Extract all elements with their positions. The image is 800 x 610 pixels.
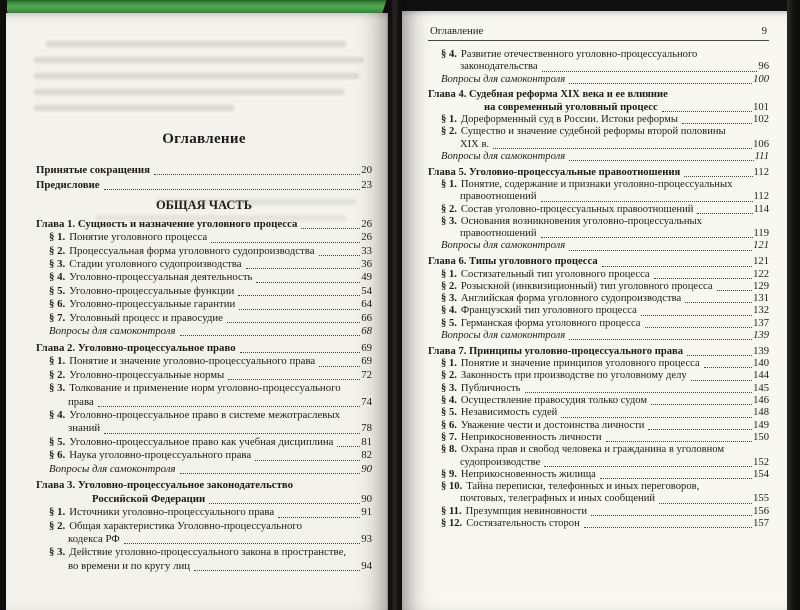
toc-entry <box>36 409 372 436</box>
section-number: § 6. <box>49 449 66 462</box>
toc-entry <box>36 164 372 177</box>
entry-page-number: 122 <box>753 268 769 280</box>
section-number: § 5. <box>49 435 66 448</box>
dot-leader <box>659 503 752 504</box>
entry-page-number: 121 <box>753 240 769 252</box>
toc-entry <box>428 204 769 216</box>
entry-text: Независимость судей <box>460 407 558 419</box>
section-number: § 8. <box>441 444 457 456</box>
toc-entry <box>428 281 769 293</box>
dot-leader <box>194 570 360 571</box>
toc-entry <box>36 506 372 519</box>
section-number: § 4. <box>49 271 66 284</box>
toc-entry <box>36 436 372 449</box>
section-number: § 1. <box>49 231 66 244</box>
entry-text: судопроизводстве <box>460 456 541 468</box>
entry-text: Уголовно-процессуальное право как учебная дисциплина <box>69 435 334 448</box>
toc-entry <box>428 383 769 395</box>
entry-page-number: 111 <box>754 150 769 162</box>
dot-leader <box>541 201 753 202</box>
bleed-through-line <box>34 73 359 79</box>
entry-page-number: 69 <box>361 341 372 354</box>
entry-page-number: 36 <box>361 257 372 270</box>
toc-entry <box>36 271 372 284</box>
section-number: § 1. <box>441 268 457 280</box>
dot-leader <box>180 335 361 336</box>
entry-page-number: 132 <box>753 305 769 317</box>
entry-text: Законность при производстве по уголовному делу <box>460 370 687 382</box>
entry-page-number: 91 <box>361 506 372 519</box>
entry-text: Глава 7. Принципы уголовно-процессуального права <box>428 345 684 357</box>
entry-page-number: 150 <box>753 431 769 443</box>
dot-leader <box>246 268 361 269</box>
section-number: § 3. <box>49 546 66 559</box>
entry-text: правоотношений <box>460 191 537 203</box>
entry-text: Российской Федерации <box>92 492 206 505</box>
entry-page-number: 100 <box>753 73 769 85</box>
entry-page-number: 106 <box>753 138 769 150</box>
entry-text: Неприкосновенность личности <box>460 431 602 443</box>
entry-text: Толкование и применение норм уголовно-процессуального <box>69 382 341 395</box>
entry-text: Развитие отечественного уголовно-процессуального <box>460 49 698 60</box>
bleed-through-line <box>34 89 344 95</box>
entry-page-number: 72 <box>361 368 372 381</box>
section-number: § 2. <box>49 368 66 381</box>
toc-entry <box>428 216 769 241</box>
entry-text: Глава 5. Уголовно-процессуальные правоотношения <box>428 166 681 178</box>
dot-leader <box>687 355 752 356</box>
toc-left-page <box>36 164 372 573</box>
dot-leader <box>600 478 752 479</box>
toc-entry <box>428 167 769 179</box>
dot-leader <box>602 266 752 267</box>
entry-text: Процессуальная форма уголовного судопроизводства <box>69 244 315 257</box>
entry-page-number: 119 <box>753 228 769 240</box>
toc-entry <box>428 74 769 86</box>
toc-entry <box>36 369 372 382</box>
entry-text: Охрана прав и свобод человека и гражданина в уголовном <box>460 444 725 456</box>
entry-text: правоотношений <box>460 228 537 240</box>
dot-leader <box>98 406 360 407</box>
entry-text: Понятие и значение уголовно-процессуального права <box>69 355 316 368</box>
toc-entry <box>428 506 769 518</box>
entry-page-number: 66 <box>361 311 372 324</box>
entry-text: Осуществление правосудия только судом <box>460 395 648 407</box>
entry-page-number: 69 <box>361 355 372 368</box>
dot-leader <box>682 123 752 124</box>
toc-entry <box>36 312 372 325</box>
dot-leader <box>211 242 360 243</box>
entry-text: знаний <box>68 422 101 435</box>
section-number: § 2. <box>441 203 457 215</box>
section-number: § 4. <box>49 408 66 421</box>
entry-page-number: 74 <box>361 395 372 408</box>
entry-text: Уголовно-процессуальное право в системе межотраслевых <box>69 408 340 421</box>
toc-entry <box>428 469 769 481</box>
entry-page-number: 148 <box>753 407 769 419</box>
entry-text: Источники уголовно-процессуального права <box>69 506 275 519</box>
section-number: § 2. <box>441 370 457 382</box>
toc-entry <box>428 346 769 358</box>
section-number: § 4. <box>441 49 457 60</box>
entry-page-number: 157 <box>753 517 769 529</box>
entry-page-number: 49 <box>361 271 372 284</box>
entry-text: Уголовный процесс и правосудие <box>69 311 223 324</box>
toc-entry <box>428 49 769 74</box>
toc-entry <box>428 256 769 268</box>
toc-entry <box>36 520 372 547</box>
dot-leader <box>319 255 361 256</box>
entry-text: Дореформенный суд в России. Истоки реформы <box>460 113 678 125</box>
section-number: § 10. <box>441 481 463 493</box>
entry-text: Вопросы для самоконтроля <box>441 73 566 85</box>
toc-entry <box>428 126 769 151</box>
toc-title: Оглавление <box>162 131 246 147</box>
entry-text: Германская форма уголовного процесса <box>460 317 641 329</box>
section-number: § 5. <box>441 407 457 419</box>
toc-entry <box>428 269 769 281</box>
dot-leader <box>569 250 752 251</box>
toc-entry <box>36 258 372 271</box>
entry-text: законодательства <box>460 61 538 73</box>
dot-leader <box>493 148 752 149</box>
section-number: § 1. <box>441 113 457 125</box>
toc-entry <box>428 330 769 342</box>
entry-page-number: 33 <box>361 244 372 257</box>
section-number: § 9. <box>441 468 457 480</box>
toc-entry <box>428 518 769 530</box>
dot-leader <box>561 417 752 418</box>
section-number: § 3. <box>441 382 457 394</box>
book-cover-right-edge <box>787 0 800 610</box>
entry-text: Состязательный тип уголовного процесса <box>460 268 650 280</box>
section-number: § 7. <box>49 311 66 324</box>
toc-entry <box>428 151 769 163</box>
dot-leader <box>542 71 758 72</box>
toc-right-page <box>428 49 769 530</box>
dot-leader <box>319 366 360 367</box>
entry-text: Уголовно-процессуальные нормы <box>69 368 225 381</box>
toc-entry <box>36 382 372 409</box>
section-number: § 5. <box>441 317 457 329</box>
entry-text: Глава 2. Уголовно-процессуальное право <box>36 341 236 354</box>
dot-leader <box>569 339 752 340</box>
entry-text: во времени и по кругу лиц <box>68 559 191 572</box>
entry-text: Вопросы для самоконтроля <box>49 462 176 475</box>
toc-entry <box>36 245 372 258</box>
toc-entry <box>428 358 769 370</box>
entry-page-number: 139 <box>753 345 769 357</box>
entry-page-number: 140 <box>753 358 769 370</box>
toc-entry <box>36 179 372 192</box>
dot-leader <box>240 352 361 353</box>
toc-entry <box>428 395 769 407</box>
toc-entry <box>428 432 769 444</box>
dot-leader <box>209 503 360 504</box>
dot-leader <box>584 527 752 528</box>
entry-page-number: 54 <box>361 284 372 297</box>
section-number: § 7. <box>441 431 457 443</box>
entry-page-number: 139 <box>753 330 769 342</box>
entry-page-number: 20 <box>361 164 372 176</box>
entry-text: кодекса РФ <box>68 533 120 546</box>
entry-page-number: 82 <box>361 449 372 462</box>
dot-leader <box>278 517 360 518</box>
dot-leader <box>691 380 752 381</box>
dot-leader <box>301 228 360 229</box>
section-number: § 6. <box>49 298 66 311</box>
entry-text: XIX в. <box>460 138 490 150</box>
section-number: § 1. <box>441 358 457 370</box>
entry-text: Глава 1. Сущность и назначение уголовного процесса <box>36 217 298 230</box>
entry-page-number: 112 <box>753 191 769 203</box>
page-number: 9 <box>761 25 767 37</box>
toc-entry <box>428 114 769 126</box>
entry-page-number: 102 <box>753 113 769 125</box>
entry-page-number: 101 <box>753 101 769 113</box>
dot-leader <box>645 327 753 328</box>
entry-text: Состав уголовно-процессуальных правоотношений <box>460 203 694 215</box>
entry-text: Публичность <box>460 382 521 394</box>
dot-leader <box>648 429 752 430</box>
entry-text: Понятие, содержание и признаки уголовно-процессуальных <box>460 178 733 190</box>
dot-leader <box>697 213 752 214</box>
entry-page-number: 152 <box>753 456 769 468</box>
entry-text: Вопросы для самоконтроля <box>441 330 566 342</box>
entry-text: Глава 4. Судебная реформа XIX века и ее влияние <box>428 89 668 101</box>
toc-entry <box>428 370 769 382</box>
dot-leader <box>228 379 360 380</box>
section-number: § 5. <box>49 284 66 297</box>
entry-text: Уголовно-процессуальные гарантии <box>69 298 236 311</box>
entry-text: на современный уголовный процесс <box>484 101 658 113</box>
entry-text: Глава 3. Уголовно-процессуальное законодательство <box>36 479 294 492</box>
dot-leader <box>239 309 360 310</box>
dot-leader <box>180 473 361 474</box>
bleed-through-line <box>34 105 234 111</box>
dot-leader <box>569 160 754 161</box>
dot-leader <box>654 278 752 279</box>
running-head <box>428 25 769 41</box>
entry-text: Общая характеристика Уголовно-процессуального <box>69 519 302 532</box>
entry-text: Тайна переписки, телефонных и иных переговоров, <box>466 481 700 493</box>
section-number: § 2. <box>441 126 457 138</box>
section-number: § 6. <box>441 419 457 431</box>
dot-leader <box>569 83 752 84</box>
entry-page-number: 26 <box>361 217 372 230</box>
bleed-through-line <box>34 57 364 63</box>
section-number: § 2. <box>441 280 457 292</box>
entry-text: Понятие уголовного процесса <box>69 231 208 244</box>
toc-entry <box>428 420 769 432</box>
entry-page-number: 90 <box>361 492 372 505</box>
entry-text: почтовых, телеграфных и иных сообщений <box>460 493 656 505</box>
toc-entry <box>36 298 372 311</box>
entry-text: Существо и значение судебной реформы второй половины <box>460 126 726 138</box>
entry-page-number: 149 <box>753 419 769 431</box>
toc-entry <box>428 293 769 305</box>
section-number: § 4. <box>441 395 457 407</box>
dot-leader <box>685 302 752 303</box>
entry-page-number: 96 <box>758 61 769 73</box>
entry-page-number: 90 <box>361 462 372 475</box>
entry-page-number: 93 <box>361 533 372 546</box>
entry-text: Предисловие <box>36 178 100 191</box>
entry-page-number: 155 <box>753 493 769 505</box>
entry-text: Уважение чести и достоинства личности <box>460 419 645 431</box>
entry-page-number: 131 <box>753 293 769 305</box>
section-number: § 1. <box>49 355 66 368</box>
section-number: § 11. <box>441 505 462 517</box>
section-number: § 12. <box>441 517 463 529</box>
toc-entry <box>36 285 372 298</box>
part-title: ОБЩАЯ ЧАСТЬ <box>155 198 253 213</box>
entry-text: Действие уголовно-процессуального закона в пространстве, <box>69 546 347 559</box>
bleed-through-line <box>96 215 346 221</box>
running-head-label: Оглавление <box>430 25 484 37</box>
entry-text: Понятие и значение принципов уголовного процесса <box>460 358 700 370</box>
entry-text: Английская форма уголовного судопроизводства <box>460 293 682 305</box>
dot-leader <box>704 367 752 368</box>
toc-entry <box>428 444 769 469</box>
entry-text: Уголовно-процессуальные функции <box>69 284 235 297</box>
entry-text: Глава 6. Типы уголовного процесса <box>428 256 598 268</box>
section-number: § 1. <box>49 506 66 519</box>
dot-leader <box>544 466 752 467</box>
section-number: § 2. <box>49 244 66 257</box>
entry-page-number: 26 <box>361 231 372 244</box>
entry-page-number: 112 <box>753 166 769 178</box>
section-number: § 4. <box>441 305 457 317</box>
section-number: § 3. <box>441 215 457 227</box>
entry-page-number: 81 <box>361 435 372 448</box>
dot-leader <box>104 433 360 434</box>
section-number: § 1. <box>441 178 457 190</box>
entry-page-number: 146 <box>753 395 769 407</box>
dot-leader <box>255 460 360 461</box>
toc-entry <box>36 342 372 355</box>
section-number: § 3. <box>49 257 66 270</box>
toc-entry <box>36 546 372 573</box>
dot-leader <box>104 189 361 190</box>
bleed-through-line <box>46 41 346 47</box>
dot-leader <box>227 322 360 323</box>
toc-entry <box>428 240 769 252</box>
entry-text: Основания возникновения уголовно-процессуальных <box>460 215 702 227</box>
entry-text: Наука уголовно-процессуального права <box>69 449 252 462</box>
dot-leader <box>541 237 753 238</box>
entry-text: Вопросы для самоконтроля <box>441 240 566 252</box>
left-page <box>6 13 388 610</box>
toc-entry <box>36 463 372 476</box>
toc-entry <box>428 481 769 506</box>
entry-text: Вопросы для самоконтроля <box>49 324 176 337</box>
dot-leader <box>256 282 360 283</box>
entry-text: Презумпция невиновности <box>465 505 587 517</box>
toc-entry <box>428 305 769 317</box>
entry-text: Неприкосновенность жилища <box>460 468 596 480</box>
toc-entry <box>428 407 769 419</box>
dot-leader <box>154 174 360 175</box>
toc-entry <box>36 325 372 338</box>
toc-entry <box>36 449 372 462</box>
entry-text: Состязательность сторон <box>466 517 580 529</box>
entry-page-number: 114 <box>753 203 769 215</box>
entry-text: Розыскной (инквизиционный) тип уголовного процесса <box>460 280 713 292</box>
dot-leader <box>651 404 752 405</box>
entry-page-number: 137 <box>753 317 769 329</box>
toc-entry <box>428 318 769 330</box>
book-cover-top-edge <box>7 0 388 13</box>
entry-text: Французский тип уголовного процесса <box>460 305 637 317</box>
toc-entry <box>428 179 769 204</box>
toc-entry <box>36 231 372 244</box>
section-number: § 3. <box>441 293 457 305</box>
section-number: § 3. <box>49 382 66 395</box>
entry-page-number: 154 <box>753 468 769 480</box>
toc-entry <box>36 355 372 368</box>
entry-text: Принятые сокращения <box>36 164 150 176</box>
entry-page-number: 23 <box>361 178 372 191</box>
dot-leader <box>606 441 753 442</box>
section-number: § 2. <box>49 519 66 532</box>
entry-page-number: 94 <box>361 559 372 572</box>
dot-leader <box>525 392 753 393</box>
toc-entry <box>36 479 372 506</box>
entry-page-number: 64 <box>361 298 372 311</box>
entry-page-number: 68 <box>361 324 372 337</box>
entry-page-number: 121 <box>753 256 769 268</box>
dot-leader <box>591 515 752 516</box>
dot-leader <box>684 176 752 177</box>
entry-page-number: 144 <box>753 370 769 382</box>
entry-text: Стадии уголовного судопроизводства <box>69 257 242 270</box>
entry-page-number: 156 <box>753 505 769 517</box>
dot-leader <box>662 111 752 112</box>
dot-leader <box>124 543 360 544</box>
entry-page-number: 78 <box>361 422 372 435</box>
entry-text: права <box>68 395 94 408</box>
right-page <box>402 11 787 610</box>
entry-text: Вопросы для самоконтроля <box>441 150 566 162</box>
bleed-through-line <box>156 199 356 205</box>
entry-page-number: 129 <box>753 280 769 292</box>
dot-leader <box>238 295 360 296</box>
entry-text: Уголовно-процессуальная деятельность <box>69 271 253 284</box>
toc-entry <box>428 89 769 114</box>
entry-page-number: 145 <box>753 382 769 394</box>
dot-leader <box>717 290 753 291</box>
dot-leader <box>641 315 752 316</box>
dot-leader <box>337 446 360 447</box>
